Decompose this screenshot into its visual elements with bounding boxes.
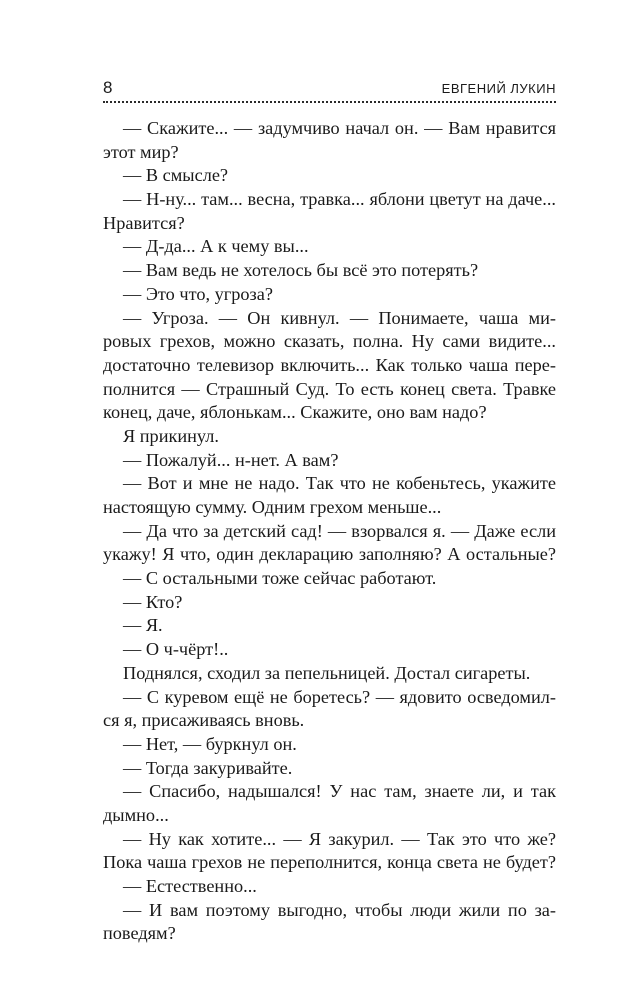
dotted-divider — [103, 101, 556, 103]
text-line: — Вот и мне не надо. Так что не кобеньтесь, укажите — [123, 473, 556, 494]
text-line: — Это что, угроза? — [123, 283, 273, 304]
text-line: — Да что за детский сад! — взорвался я. — Даже если — [123, 520, 556, 541]
text-line: конец, даче, яблонькам... Скажите, оно вам надо? — [103, 402, 487, 423]
text-line: — С куревом ещё не боретесь? — ядовито осведомил- — [123, 686, 556, 707]
text-body — [103, 117, 556, 946]
text-line: Поднялся, сходил за пепельницей. Достал сигареты. — [123, 662, 531, 683]
text-line: — Естественно... — [123, 876, 257, 896]
text-line: ся я, присаживаясь вновь. — [103, 710, 305, 731]
text-line: Пока чаша грехов не переполнится, конца света не будет? — [103, 852, 556, 873]
text-line: — С остальными тоже сейчас работают. — [123, 568, 437, 589]
text-line: — О ч-чёрт!.. — [123, 639, 229, 660]
text-line: — Кто? — [123, 591, 183, 612]
text-line: — В смысле? — [123, 165, 229, 186]
text-line: ровых грехов, можно сказать, полна. Ну сами видите... — [103, 331, 556, 352]
text-line: — Скажите... — задумчиво начал он. — Вам нравится — [123, 118, 556, 138]
running-head — [103, 78, 556, 102]
text-line: поведям? — [103, 923, 176, 944]
text-line: — Пожалуй... н-нет. А вам? — [123, 449, 339, 470]
text-line: — Д-да... А к чему вы... — [123, 236, 309, 257]
text-line: дымно... — [103, 804, 169, 825]
text-line: — Ну как хотите... — Я закурил. — Так это что же? — [123, 828, 556, 849]
text-line: Нравится? — [103, 212, 185, 233]
text-line: настоящую сумму. Одним грехом меньше... — [103, 497, 442, 517]
text-line: — И вам поэтому выгодно, чтобы люди жили по за- — [123, 899, 556, 920]
text-line: Я прикинул. — [123, 425, 219, 446]
text-line: — Я. — [123, 615, 163, 636]
text-line: — Спасибо, надышался! У нас там, знаете ли, и так — [123, 781, 556, 802]
text-line: — Тогда закуривайте. — [123, 757, 293, 778]
text-line: — Угроза. — Он кивнул. — Понимаете, чаша ми- — [123, 307, 556, 328]
text-line: полнится — Страшный Суд. То есть конец света. Травке — [103, 378, 556, 399]
page-number: 8 — [103, 78, 113, 97]
text-line: этот мир? — [103, 141, 179, 162]
text-line: укажу! Я что, один декларацию заполняю? А остальные? — [103, 544, 556, 565]
text-line: — Н-ну... там... весна, травка... яблони цветут на даче... — [123, 189, 556, 210]
text-line: — Вам ведь не хотелось бы всё это потерять? — [123, 260, 479, 281]
text-line: — Нет, — буркнул он. — [123, 733, 297, 754]
text-line: достаточно телевизор включить... Как только чаша пере- — [103, 354, 556, 375]
author-name: ЕВГЕНИЙ ЛУКИН — [441, 81, 556, 96]
